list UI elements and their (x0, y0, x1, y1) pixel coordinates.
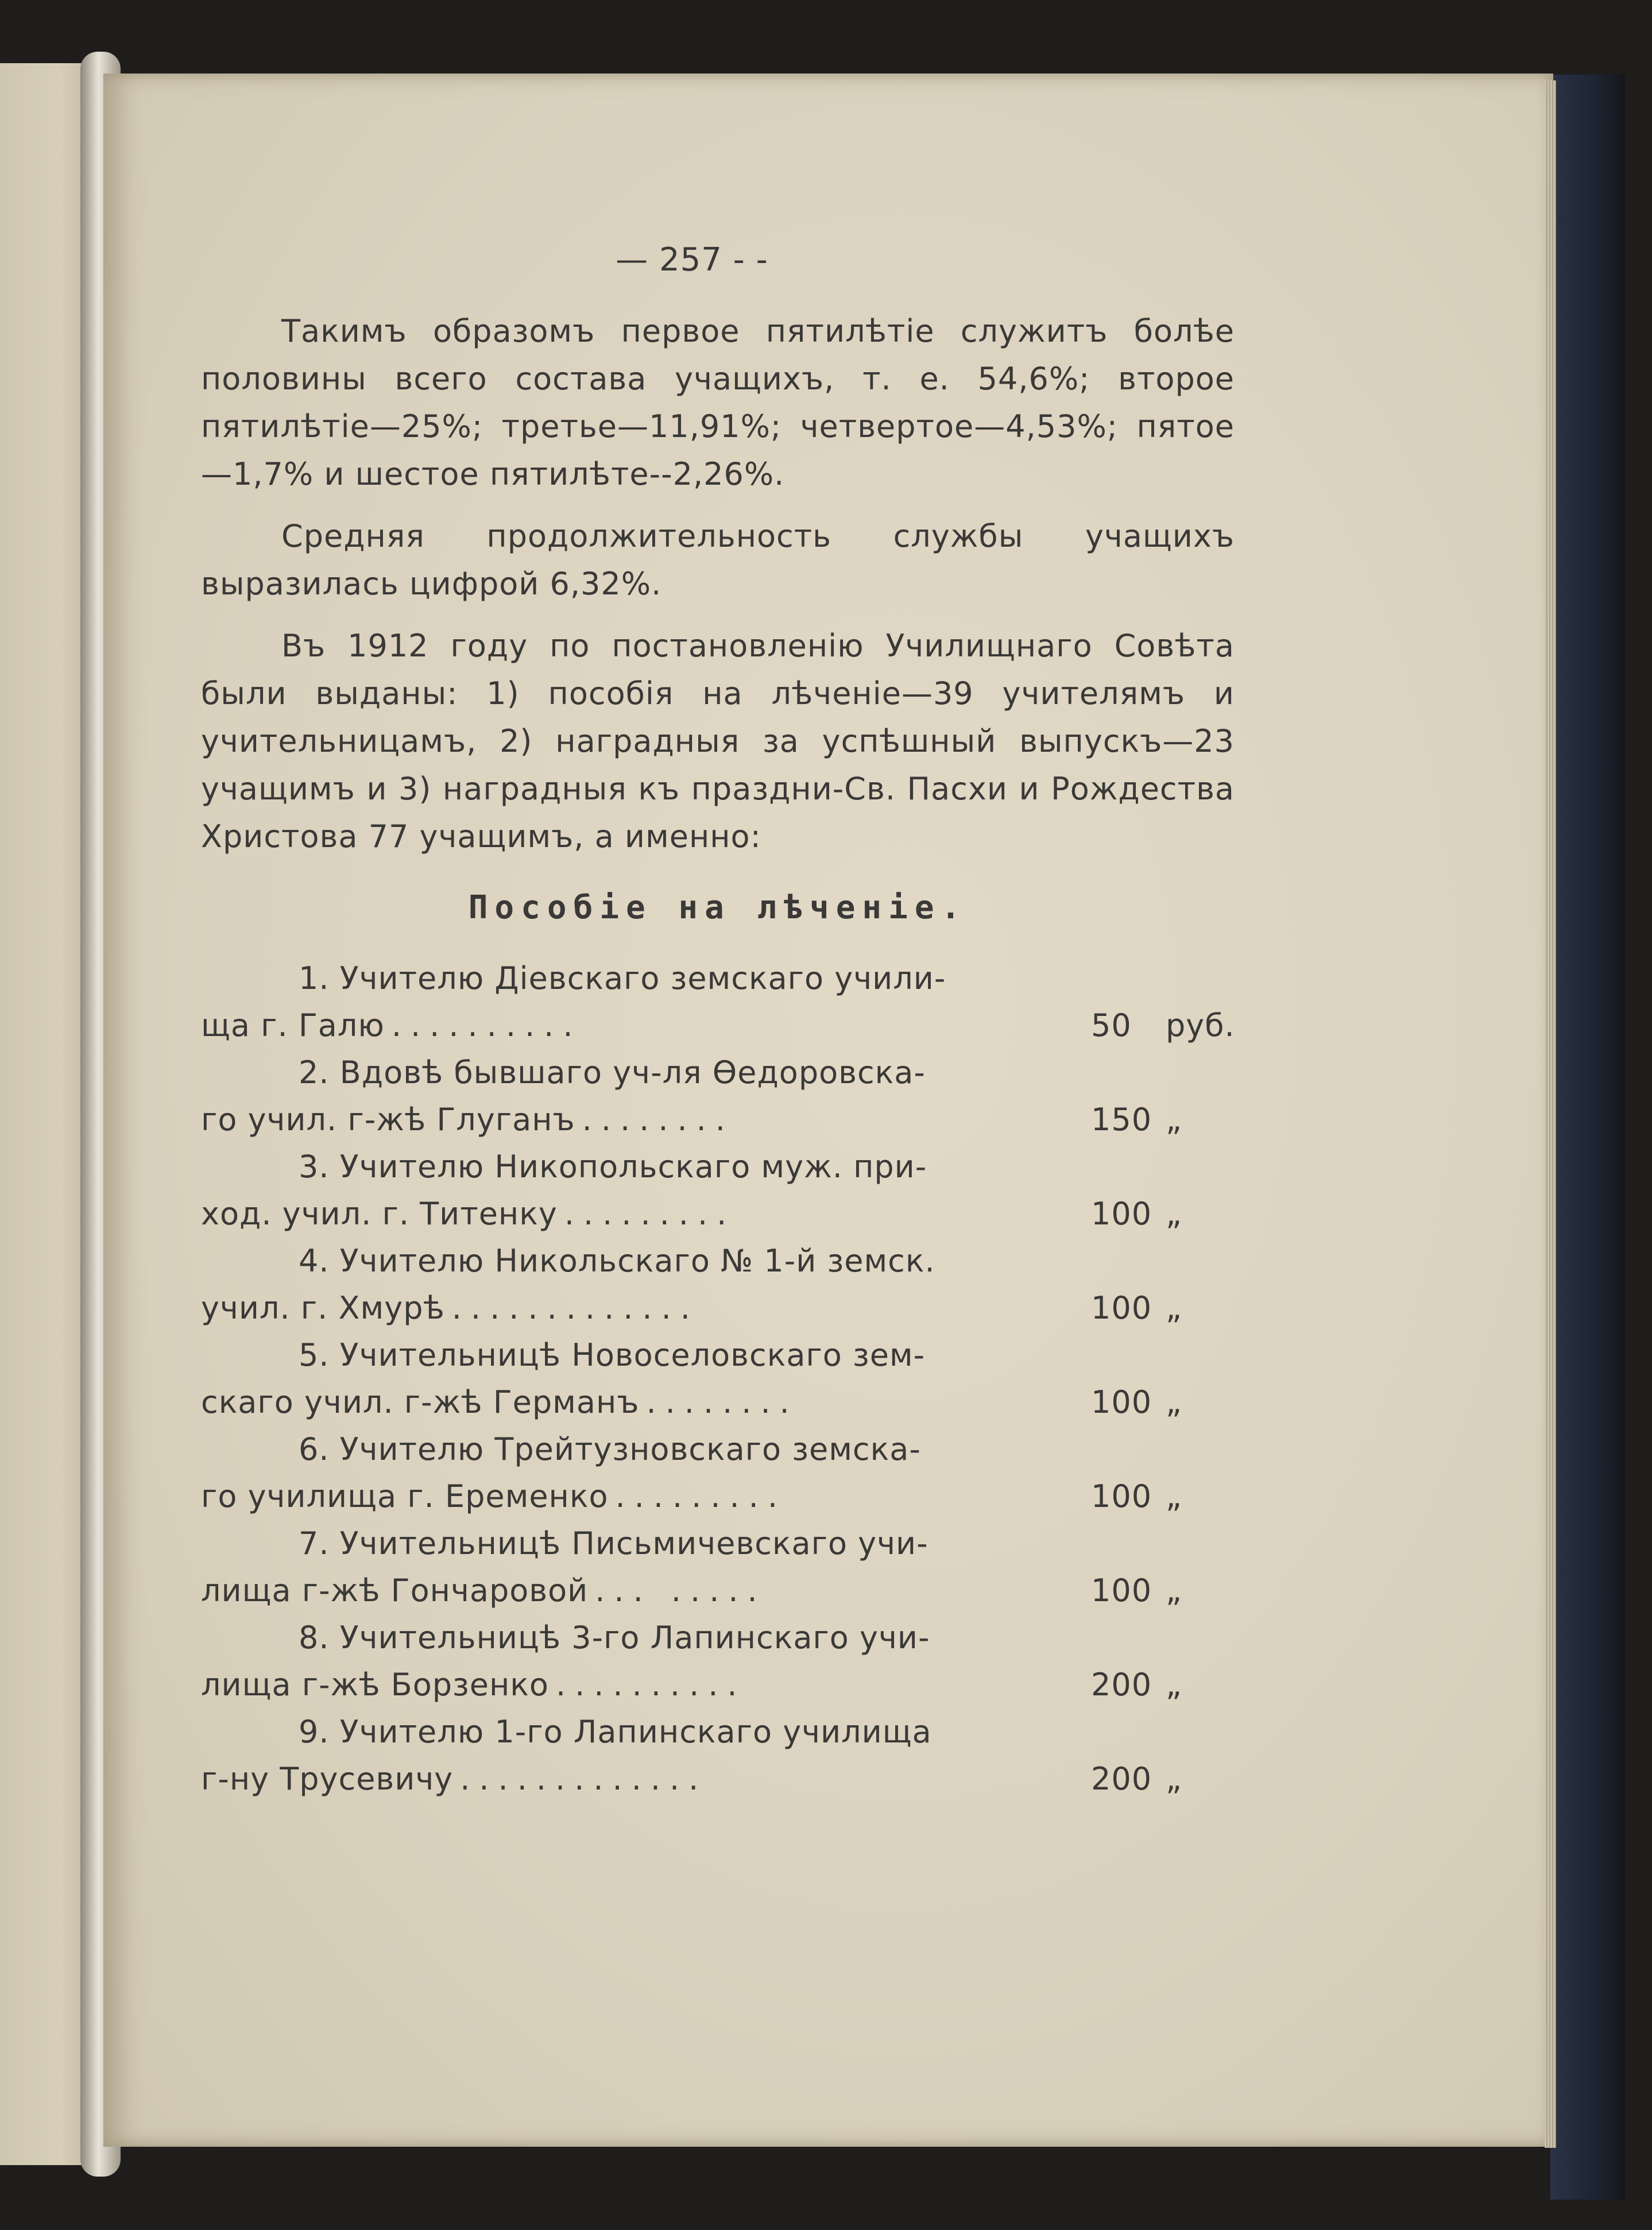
entry-title: 1. Учителю Діевскаго земскаго учили- (299, 960, 946, 996)
list-item (201, 1709, 1235, 1803)
entry-amount: 200 (1091, 1667, 1152, 1703)
entry-amount-line (201, 1756, 1235, 1803)
entry-amount: 100 (1091, 1196, 1152, 1232)
entry-amount-line (201, 1567, 1235, 1614)
entry-amount-line (201, 1096, 1235, 1143)
entry-title: 7. Учительницѣ Письмичевскаго учи- (299, 1525, 928, 1562)
leader-dots: ........ (646, 1384, 799, 1420)
entry-title: 9. Учителю 1-го Лапинскаго училища (299, 1714, 932, 1750)
page-text (201, 218, 1235, 1803)
list-item (201, 1614, 1235, 1709)
list-item (201, 1332, 1235, 1426)
leader-dots: ......... (615, 1478, 787, 1514)
leader-dots: ........ (582, 1102, 734, 1138)
leader-dots: .......... (555, 1667, 746, 1703)
entry-title: 8. Учительницѣ 3-го Лапинскаго учи- (299, 1620, 930, 1656)
entry-title: 4. Учителю Никольскаго № 1-й земск. (299, 1243, 935, 1279)
book-cover-edge (1550, 75, 1625, 2200)
entry-unit: „ (1166, 1102, 1182, 1138)
leader-dots: ......... (564, 1196, 736, 1232)
entry-recipient: учил. г. Хмурѣ (201, 1290, 445, 1326)
entry-recipient: ща г. Галю (201, 1007, 385, 1043)
entry-unit: „ (1166, 1290, 1182, 1326)
entry-unit: „ (1166, 1384, 1182, 1420)
entry-amount-line (201, 1191, 1235, 1238)
allowance-list (201, 955, 1235, 1803)
entry-unit: „ (1166, 1572, 1182, 1609)
entry-amount: 150 (1091, 1102, 1152, 1138)
entry-recipient: ход. учил. г. Титенку (201, 1196, 558, 1232)
entry-unit: „ (1166, 1667, 1182, 1703)
section-heading: Пособіе на лѣченіе. (468, 889, 968, 926)
entry-unit: „ (1166, 1478, 1182, 1514)
entry-recipient: го учил. г-жѣ Глуганъ (201, 1102, 575, 1138)
page-stack-edges (1545, 80, 1556, 2148)
entry-amount-line (201, 1379, 1235, 1426)
entry-amount: 100 (1091, 1384, 1152, 1420)
entry-amount-line (201, 1002, 1235, 1049)
entry-amount-line (201, 1473, 1235, 1520)
entry-amount: 100 (1091, 1572, 1152, 1609)
entry-title: 5. Учительницѣ Новоселовскаго зем- (299, 1337, 926, 1373)
list-item (201, 955, 1235, 1049)
list-item (201, 1520, 1235, 1614)
entry-amount-line (201, 1661, 1235, 1709)
entry-title: 6. Учителю Трейтузновскаго земска- (299, 1431, 921, 1467)
entry-recipient: скаго учил. г-жѣ Германъ (201, 1384, 640, 1420)
entry-recipient: лища г-жѣ Гончаровой (201, 1572, 589, 1609)
paragraph-service-periods: Такимъ образомъ первое пятилѣтіе служитъ болѣе половины всего состава учащихъ, т. е. 54,6%; второе пятилѣтіе—25%; третье—11,91%; четвертое—4,53%; пятое—1,7% и шестое пятилѣте--2,26%. (201, 313, 1235, 492)
paragraph-average-service: Средняя продолжительность службы учащихъ выразилась цифрой 6,32%. (201, 518, 1235, 602)
list-item (201, 1143, 1235, 1238)
entry-amount-line (201, 1285, 1235, 1332)
entry-amount: 50 (1091, 1007, 1132, 1043)
entry-title: 2. Вдовѣ бывшаго уч-ля Ѳедоровска- (299, 1054, 926, 1091)
page-number: — 257 - - (616, 241, 768, 279)
entry-recipient: го училища г. Еременко (201, 1478, 609, 1514)
entry-recipient: г-ну Трусевичу (201, 1761, 454, 1797)
leader-dots: .......... (391, 1007, 582, 1043)
entry-unit: „ (1166, 1196, 1182, 1232)
entry-unit: „ (1166, 1761, 1182, 1797)
entry-amount: 100 (1091, 1478, 1152, 1514)
entry-title: 3. Учителю Никопольскаго муж. при- (299, 1149, 927, 1185)
paragraph-allowances: Въ 1912 году по постановленію Училищнаго Совѣта были выданы: 1) пособія на лѣченіе—39 учителямъ и учительницамъ, 2) наградныя за успѣшный выпускъ—23 учащимъ и 3) наградныя къ праздни-Св. Пасхи и Рождества Христова 77 учащимъ, а именно: (201, 628, 1235, 855)
list-item (201, 1426, 1235, 1520)
entry-amount: 100 (1091, 1290, 1152, 1326)
list-item (201, 1049, 1235, 1143)
leader-dots: ............. (460, 1761, 708, 1797)
entry-unit: руб. (1166, 1007, 1235, 1043)
entry-recipient: лища г-жѣ Борзенко (201, 1667, 549, 1703)
leader-dots: ............. (451, 1290, 699, 1326)
list-item (201, 1238, 1235, 1332)
entry-amount: 200 (1091, 1761, 1152, 1797)
leader-dots: ... ..... (595, 1572, 767, 1609)
